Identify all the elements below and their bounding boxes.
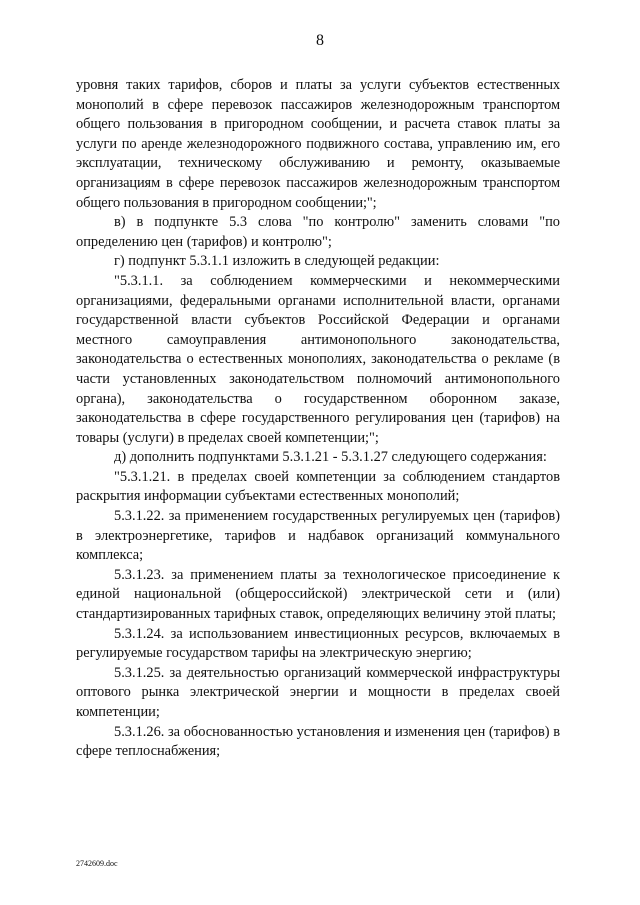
paragraph-5-3-1-1: "5.3.1.1. за соблюдением коммерческими и некоммерческими организациями, федеральными органами исполнительной власти, органами государственной власти субъектов Российской Федерации и органами местного самоуправления антимонопольного законодательства, законодательства о естественных монополиях, законодательства о рекламе (в части установленных законодательством полномочий антимонопольного органа), законодательства о государственном оборонном заказе, законодательства в сфере государственного регулирования цен (тарифов) на товары (услуги) в пределах своей компетенции;"; (76, 272, 560, 446)
paragraph-5-3-1-24: 5.3.1.24. за использованием инвестиционных ресурсов, включаемых в регулируемые государством тарифы на электрическую энергию; (76, 625, 560, 662)
page-number: 8 (316, 32, 324, 49)
footer-document-code: 2742609.doc (76, 859, 118, 868)
paragraph-5-3-1-23: 5.3.1.23. за применением платы за технологическое присоединение к единой национальной (общероссийской) электрической сети и (или) стандартизированных тарифных ставок, определяющих величину этой платы; (76, 566, 560, 623)
paragraph-5-3-1-22: 5.3.1.22. за применением государственных регулируемых цен (тарифов) в электроэнергетике, тарифов и надбавок организаций коммунального комплекса; (76, 508, 560, 564)
paragraph-item-g: г) подпункт 5.3.1.1 изложить в следующей редакции: (114, 253, 440, 270)
document-body (76, 76, 560, 762)
paragraph-item-d: д) дополнить подпунктами 5.3.1.21 - 5.3.1.27 следующего содержания: (114, 449, 547, 466)
paragraph-5-3-1-21: "5.3.1.21. в пределах своей компетенции за соблюдением стандартов раскрытия информации субъектами естественных монополий; (76, 468, 560, 505)
paragraph-5-3-1-25: 5.3.1.25. за деятельностью организаций коммерческой инфраструктуры оптового рынка электрической энергии и мощности в пределах своей компетенции; (76, 664, 560, 720)
paragraph-item-v: в) в подпункте 5.3 слова "по контролю" заменить словами "по определению цен (тарифов) и контролю"; (76, 214, 560, 250)
paragraph-5-3-1-26: 5.3.1.26. за обоснованностью установления и изменения цен (тарифов) в сфере теплоснабжения; (76, 723, 560, 760)
paragraph-continuation: уровня таких тарифов, сборов и платы за услуги субъектов естественных монополий в сфере перевозок пассажиров железнодорожным транспортом общего пользования в пригородном сообщении, и расчета ставок платы за услуги по аренде железнодорожного подвижного состава, управлению им, его эксплуатации, техническому обслуживанию и ремонту, оказываемые организациям в сфере перевозок пассажиров железнодорожным транспортом общего пользования в пригородном сообщении;"; (76, 77, 560, 211)
